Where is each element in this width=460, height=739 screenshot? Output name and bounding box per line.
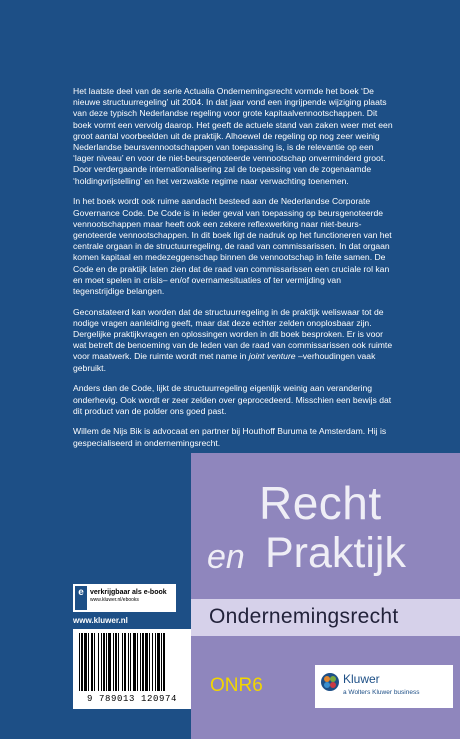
blurb-paragraph-3-text: Geconstateerd kan worden dat de structuurregeling in de praktijk weliswaar tot de nodige vragen aanleiding geeft, maar dat deze echter zelden onoplosbaar zijn. Dergelijke praktijkvragen en oplossingen worden in dit boek besproken. Er is voor wat betreft de benoeming van de leden van de raad van commissarissen ook ruimte voor maatwerk. Die ruimte wordt met name in xyxy=(73,306,393,362)
back-cover-text xyxy=(73,86,393,458)
author-bio: Willem de Nijs Bik is advocaat en partner bij Houthoff Buruma te Amsterdam. Hij is gespecialiseerd in ondernemingsrecht. xyxy=(73,426,387,448)
barcode-bar xyxy=(152,633,153,691)
barcode-bar xyxy=(124,633,126,691)
series-subtitle: Ondernemingsrecht xyxy=(209,605,399,628)
barcode-bar xyxy=(133,633,136,691)
blurb-paragraph-4: Anders dan de Code, lijkt de structuurregeling eigenlijk weinig aan verandering onderhevig. Ook wordt er zeer zelden over geprocedeerd. Misschien een bewijs dat dit product van de polder ons goed past. xyxy=(73,383,392,416)
barcode-bar xyxy=(103,633,105,691)
series-title-praktijk: Praktijk xyxy=(265,529,406,577)
barcode-bar xyxy=(79,633,80,691)
blurb-paragraph-1: Het laatste deel van de serie Actualia Ondernemingsrecht vormde het boek ‘De nieuwe structuurregeling’ uit 2004. In dat jaar vond een ingrijpende wijziging plaats van deze typisch Nederlandse regeling voor grote kapitaalvennootschappen. Dit boek vormt een vervolg daarop. Het geeft de actuele stand van zaken weer met een groot aantal voorbeelden uit de praktijk. Alhoewel de regeling op nog zeer weinig Nederlandse beursvennootschappen van toepassing is, is de relevantie op een ‘lager niveau’ en voor de niet-beursgenoteerde vennootschap onverminderd groot. Door verdergaande internationalisering zal de toepassing van de zogenaamde ‘holdingvrijstelling’ en het verzwakte regime naar verwachting toenemen. xyxy=(73,86,393,186)
blurb-paragraph-3-end: –verhoudingen vaak gebruikt. xyxy=(73,351,376,373)
barcode-digits: 9 789013 120974 xyxy=(86,694,177,704)
barcode-bar xyxy=(118,633,119,691)
barcode-bar xyxy=(163,633,165,691)
barcode-bar xyxy=(98,633,99,691)
barcode-bar xyxy=(122,633,123,691)
kluwer-logo-icon xyxy=(320,672,340,692)
italic-phrase: joint venture xyxy=(248,351,296,362)
barcode-bar xyxy=(84,633,87,691)
barcode-bar xyxy=(140,633,141,691)
barcode-bar xyxy=(157,633,160,691)
series-title-en: en xyxy=(207,538,245,576)
barcode-bar xyxy=(108,633,111,691)
publisher-name: Kluwer xyxy=(343,672,380,686)
barcode-bar xyxy=(106,633,107,691)
series-title-recht: Recht xyxy=(259,477,382,529)
ebook-label: verkrijgbaar als e-book xyxy=(90,589,167,596)
barcode-bar xyxy=(137,633,138,691)
barcode-bar xyxy=(128,633,129,691)
barcode-bar xyxy=(115,633,117,691)
ebook-icon: e xyxy=(75,586,87,610)
publisher-tagline: a Wolters Kluwer business xyxy=(343,689,420,696)
blurb-paragraph-3 xyxy=(73,307,393,374)
series-code: ONR6 xyxy=(210,675,263,696)
barcode-bar xyxy=(91,633,93,691)
barcode-bar xyxy=(130,633,131,691)
barcode-bar xyxy=(142,633,144,691)
publisher-website: www.kluwer.nl xyxy=(73,616,128,625)
barcode-bar xyxy=(161,633,162,691)
barcode-bar xyxy=(155,633,156,691)
barcode-bar xyxy=(101,633,102,691)
ebook-url: www.kluwer.nl/ebooks xyxy=(90,597,139,603)
blurb-paragraph-2: In het boek wordt ook ruime aandacht besteed aan de Nederlandse Corporate Governance Code. De Code is in ieder geval van toepassing op beursgenoteerde vennootschappen maar heeft ook een zekere reflexwerking naar niet-beurs-genoteerde vennootschappen. In dit boek ligt de nadruk op het functioneren van het centrale orgaan in de structuurregeling, de raad van commissarissen. In dat orgaan komen kapitaal en medezeggenschap binnen de vennootschap in feite samen. De Code en de praktijk laten zien dat de raad van commissarissen een cruciale rol kan en moet spelen in crisis– en/of overnamesituaties of ter vermijding van tegenstrijdige belangen. xyxy=(73,196,392,296)
barcode-bar xyxy=(145,633,148,691)
barcode-bar xyxy=(149,633,150,691)
barcode-bar xyxy=(88,633,89,691)
barcode-bar xyxy=(113,633,114,691)
barcode-bar xyxy=(81,633,83,691)
barcode-icon xyxy=(79,633,185,691)
barcode-bar xyxy=(94,633,95,691)
